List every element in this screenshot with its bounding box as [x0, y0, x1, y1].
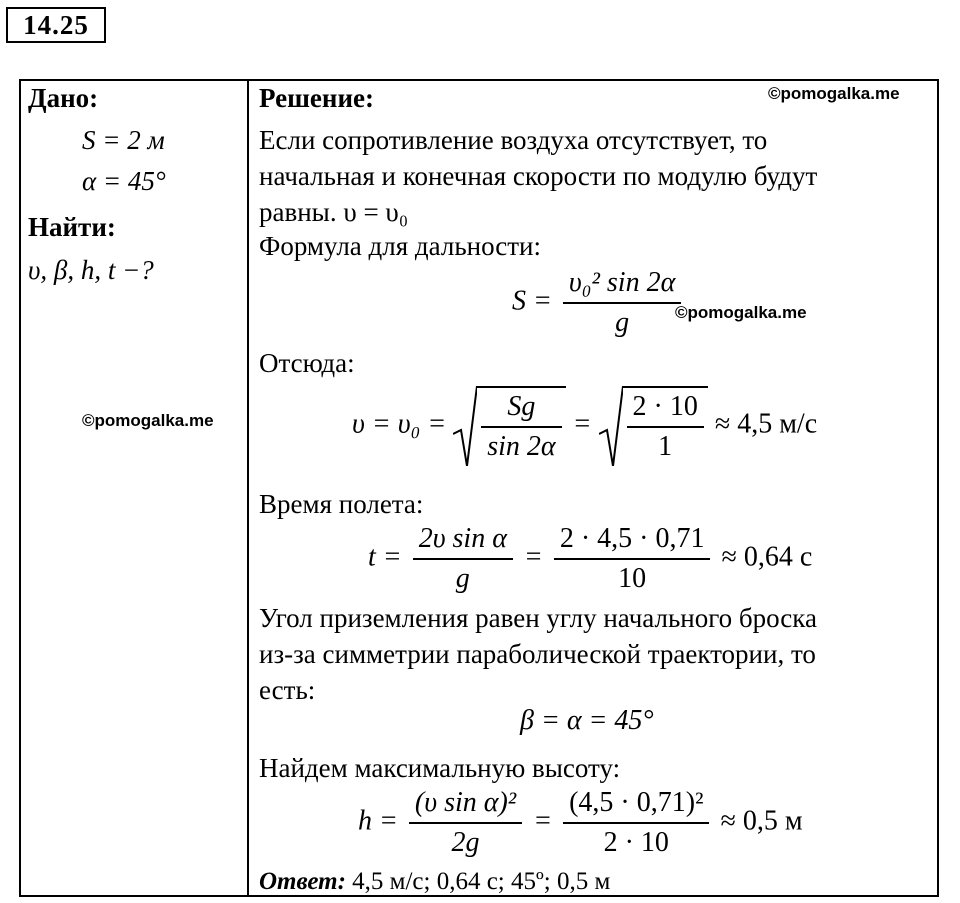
- watermark-top: ©pomogalka.me: [768, 84, 900, 103]
- paragraph-1-line-1: Если сопротивление воздуха отсутствует, то: [259, 125, 768, 155]
- watermark-middle: ©pomogalka.me: [675, 303, 807, 322]
- height-fraction-symbolic: [409, 784, 522, 862]
- paragraph-5-line-3: есть:: [259, 675, 316, 705]
- paragraph-2: Формула для дальности:: [259, 231, 542, 261]
- paragraph-1-line-3: равны. υ = υ₀: [259, 197, 409, 227]
- height-lhs: h =: [358, 805, 398, 837]
- time-result: ≈ 0,64 с: [721, 541, 813, 573]
- problem-number: 14.25: [6, 7, 106, 43]
- height-equals: =: [533, 805, 553, 837]
- time-fraction-numeric: [554, 520, 711, 598]
- time-fraction-numeric-denominator: 10: [618, 563, 647, 594]
- sqrt-numeric: [599, 386, 708, 466]
- find-line: υ, β, h, t −?: [28, 255, 154, 285]
- time-lhs: t =: [368, 541, 402, 573]
- given-line-alpha: α = 45°: [82, 166, 166, 196]
- range-lhs: S =: [512, 285, 552, 317]
- radical-sign-icon: [599, 386, 623, 466]
- velocity-result: ≈ 4,5 м/с: [714, 408, 818, 440]
- paragraph-5-line-2: из-за симметрии параболической траектории, то: [259, 639, 816, 669]
- paragraph-5-line-1: Угол приземления равен углу начального броска: [259, 603, 817, 633]
- given-line-s: S = 2 м: [82, 125, 165, 155]
- height-fraction-numeric: [563, 784, 709, 862]
- height-formula: [358, 784, 803, 862]
- sqrt-symbolic-numerator: Sg: [481, 388, 561, 428]
- range-denominator: g: [615, 307, 630, 338]
- answer-line: [259, 866, 610, 898]
- sqrt-symbolic: [453, 386, 565, 466]
- range-fraction: [563, 264, 681, 342]
- answer-text: 4,5 м/с; 0,64 с; 45º; 0,5 м: [352, 868, 611, 895]
- paragraph-4: Время полета:: [259, 489, 424, 519]
- height-fraction-symbolic-numerator: (υ sin α)²: [409, 784, 522, 824]
- radical-sign-icon: [453, 386, 477, 466]
- beta-equation: β = α = 45°: [520, 705, 654, 736]
- time-equals: =: [523, 541, 543, 573]
- paragraph-6: Найдем максимальную высоту:: [259, 753, 621, 783]
- watermark-left: ©pomogalka.me: [82, 411, 214, 430]
- answer-label: Ответ:: [259, 868, 346, 895]
- height-fraction-symbolic-denominator: 2g: [451, 827, 480, 858]
- sqrt-numeric-denominator: 1: [658, 431, 673, 462]
- height-result: ≈ 0,5 м: [720, 805, 803, 837]
- range-numerator: υ₀² sin 2α: [563, 264, 681, 304]
- time-formula: [368, 520, 812, 598]
- time-fraction-symbolic-numerator: 2υ sin α: [413, 520, 513, 560]
- velocity-formula: [352, 386, 817, 466]
- time-fraction-symbolic-denominator: g: [455, 563, 470, 594]
- time-fraction-symbolic: [413, 520, 513, 598]
- find-heading: Найти:: [28, 212, 116, 242]
- range-formula: [512, 264, 685, 342]
- sqrt-numeric-numerator: 2 · 10: [627, 388, 704, 428]
- velocity-lhs: υ = υ₀ =: [352, 408, 447, 440]
- column-divider: [247, 79, 249, 897]
- sqrt-symbolic-denominator: sin 2α: [487, 431, 556, 462]
- height-fraction-numeric-denominator: 2 · 10: [603, 827, 669, 858]
- paragraph-3: Отсюда:: [259, 348, 355, 378]
- solution-heading: Решение:: [259, 83, 374, 113]
- paragraph-1-line-2: начальная и конечная скорости по модулю будут: [259, 161, 818, 191]
- time-fraction-numeric-numerator: 2 · 4,5 · 0,71: [554, 520, 711, 560]
- height-fraction-numeric-numerator: (4,5 · 0,71)²: [563, 784, 709, 824]
- velocity-equals: =: [572, 408, 592, 440]
- given-heading: Дано:: [28, 83, 99, 113]
